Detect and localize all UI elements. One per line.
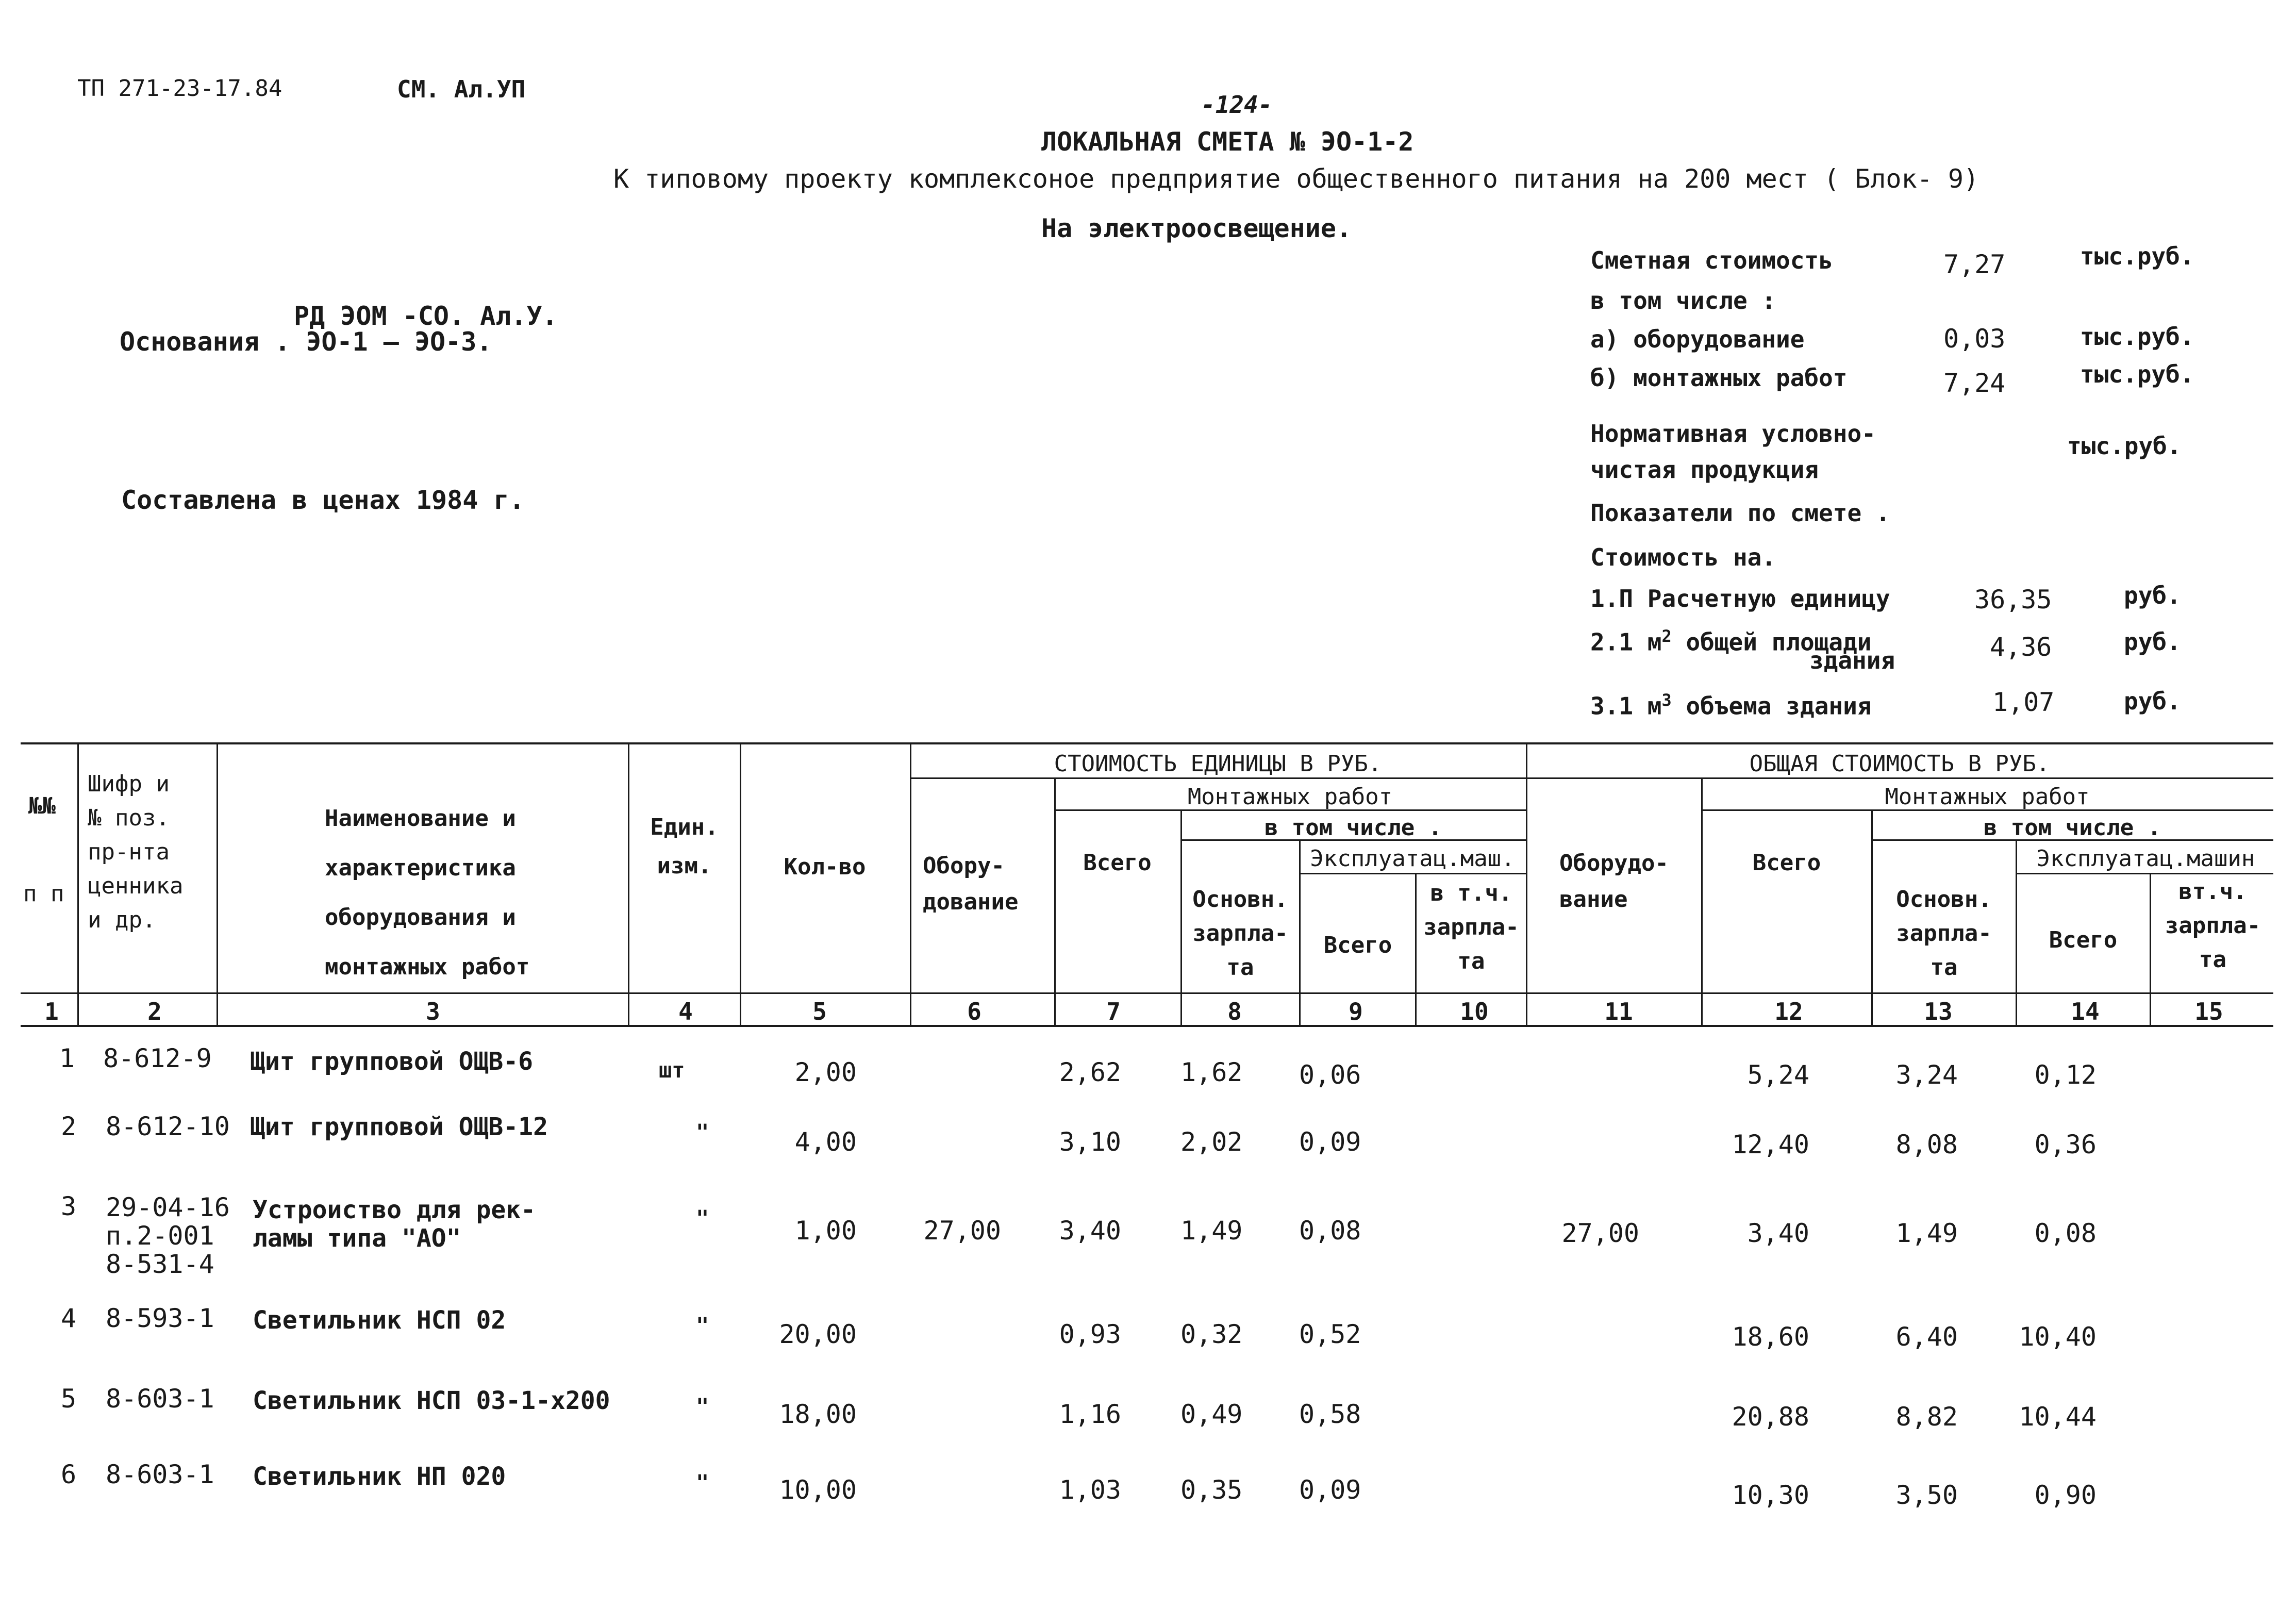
row-code: 8-593-1 xyxy=(106,1303,214,1333)
indicator-2-unit: руб. xyxy=(2124,628,2181,656)
header-mach-total-total: Всего xyxy=(2049,927,2118,953)
indicator-1-label: 1.П Расчетную единицу xyxy=(1590,585,1890,612)
basis-line-2: Основания . ЭО-1 — ЭО-3. xyxy=(120,327,492,357)
table-header-bottom xyxy=(21,992,2273,994)
row-install-all: 3,40 xyxy=(1059,1216,1121,1246)
col-sep xyxy=(2150,873,2151,1027)
header-qty: Кол-во xyxy=(784,854,866,880)
header-install-total: Всего xyxy=(1083,850,1152,876)
indicator-3-unit: руб. xyxy=(2124,687,2181,715)
row-unit: шт xyxy=(659,1057,685,1083)
row-machines: 0,58 xyxy=(1299,1399,1361,1429)
column-number: 11 xyxy=(1604,998,1633,1025)
header-name: Наименование и характеристика оборудования и монтажных работ xyxy=(325,805,530,980)
col-sep xyxy=(1701,777,1703,1027)
column-number: 12 xyxy=(1774,998,1803,1025)
row-name: Светильник НСП 02 xyxy=(253,1306,506,1335)
summary-cost-per-label: Стоимость на. xyxy=(1590,543,1776,571)
header-base-salary-total: Основн. зарпла- та xyxy=(1896,886,1992,981)
page-number: -124- xyxy=(1201,91,1273,119)
document-title: ЛОКАЛЬНАЯ СМЕТА № ЭО-1-2 xyxy=(1041,127,1414,157)
row-name: Устроиство для рек- ламы типа "АО" xyxy=(253,1196,536,1253)
summary-install-value: 7,24 xyxy=(1943,368,2006,398)
row-qty: 2,00 xyxy=(794,1057,857,1087)
col-sep xyxy=(77,742,79,1027)
row-total-all: 10,30 xyxy=(1732,1480,1809,1510)
row-code: 8-603-1 xyxy=(106,1384,214,1414)
row-install-all: 1,16 xyxy=(1059,1399,1121,1429)
row-total-machines: 0,36 xyxy=(2034,1130,2097,1159)
summary-norm-unit: тыс.руб. xyxy=(2067,432,2182,460)
row-install-all: 0,93 xyxy=(1059,1319,1121,1349)
summary-equip-value: 0,03 xyxy=(1943,324,2006,354)
row-unit: " xyxy=(696,1119,709,1145)
header-num-b: п п xyxy=(23,881,64,907)
indicator-3-label: 3.1 $м^3$ объема здания xyxy=(1590,690,1872,720)
row-code: 8-612-10 xyxy=(106,1112,230,1141)
row-code: 8-603-1 xyxy=(106,1460,214,1489)
header-machines: Эксплуатац.маш. xyxy=(1310,846,1515,872)
row-qty: 4,00 xyxy=(794,1127,857,1157)
col-sep xyxy=(740,742,741,1027)
row-unit: " xyxy=(696,1313,709,1338)
header-num-a: №№ xyxy=(28,793,56,819)
col-sep xyxy=(217,742,218,1027)
row-total-salary: 3,50 xyxy=(1895,1480,1958,1510)
col-sep xyxy=(628,742,629,1027)
row-total-equip: 27,00 xyxy=(1561,1218,1639,1248)
column-number: 8 xyxy=(1227,998,1242,1025)
indicator-1-unit: руб. xyxy=(2124,582,2181,609)
row-code: 29-04-16 п.2-001 8-531-4 xyxy=(106,1192,230,1279)
summary-install-unit: тыс.руб. xyxy=(2080,360,2194,388)
row-total-machines: 0,12 xyxy=(2034,1060,2097,1090)
row-salary: 0,35 xyxy=(1180,1475,1243,1505)
prices-year: Составлена в ценах 1984 г. xyxy=(121,485,525,515)
summary-install-label: б) монтажных работ xyxy=(1590,364,1848,392)
row-equip: 27,00 xyxy=(923,1216,1001,1246)
header-incl-total: в том числе . xyxy=(1983,815,2161,841)
summary-norm-label-2: чистая продукция xyxy=(1590,456,1819,484)
indicator-2-label: 2.1 $м^2$ общей площади xyxy=(1590,626,1872,656)
row-machines: 0,09 xyxy=(1299,1127,1361,1157)
row-qty: 20,00 xyxy=(779,1319,857,1349)
doc-reference: ТП 271-23-17.84 xyxy=(77,75,282,102)
row-number: 5 xyxy=(61,1384,77,1414)
row-machines: 0,08 xyxy=(1299,1216,1361,1246)
summary-equip-label: а) оборудование xyxy=(1590,325,1805,353)
col-sep xyxy=(1299,839,1301,1027)
summary-cost-unit: тыс.руб. xyxy=(2080,242,2194,270)
row-unit: " xyxy=(696,1205,709,1231)
column-number: 1 xyxy=(44,998,59,1025)
row-total-all: 12,40 xyxy=(1732,1130,1809,1159)
row-qty: 10,00 xyxy=(779,1475,857,1505)
row-total-salary: 8,82 xyxy=(1895,1402,1958,1432)
indicator-3-value: 1,07 xyxy=(1992,687,2055,717)
row-total-salary: 1,49 xyxy=(1895,1218,1958,1248)
album-reference: СМ. Ал.УП xyxy=(397,75,526,103)
summary-cost-value: 7,27 xyxy=(1943,250,2006,279)
document-subject: На электроосвещение. xyxy=(1041,213,1352,243)
col-sep xyxy=(1054,777,1056,1027)
indicator-2-value: 4,36 xyxy=(1990,632,2052,662)
row-salary: 1,62 xyxy=(1180,1057,1243,1087)
row-number: 2 xyxy=(61,1112,77,1141)
summary-equip-unit: тыс.руб. xyxy=(2080,323,2194,351)
row-number: 6 xyxy=(61,1460,77,1489)
row-salary: 2,02 xyxy=(1180,1127,1243,1157)
header-install-total-group: Монтажных работ xyxy=(1885,784,2090,810)
summary-indicators-label: Показатели по смете . xyxy=(1590,499,1890,527)
row-name: Щит групповой ОЩВ-6 xyxy=(250,1047,534,1076)
header-code: Шифр и № поз. пр-нта ценника и др. xyxy=(88,771,184,933)
row-unit: " xyxy=(696,1470,709,1495)
header-incl: в том числе . xyxy=(1264,815,1442,841)
table-top-border xyxy=(21,742,2273,744)
row-total-salary: 8,08 xyxy=(1895,1130,1958,1159)
summary-cost-label: Сметная стоимость xyxy=(1590,246,1833,274)
row-qty: 1,00 xyxy=(794,1216,857,1246)
row-qty: 18,00 xyxy=(779,1399,857,1429)
header-incl-salary-total: вт.ч. зарпла- та xyxy=(2165,878,2261,973)
row-code: 8-612-9 xyxy=(103,1043,212,1073)
row-total-all: 20,88 xyxy=(1732,1402,1809,1432)
row-name: Светильник НСП 03-1-х200 xyxy=(253,1386,610,1415)
col-sep xyxy=(910,742,911,1027)
column-number: 7 xyxy=(1106,998,1121,1025)
row-name: Светильник НП 020 xyxy=(253,1462,506,1491)
indicator-2-label-cont: здания xyxy=(1809,646,1895,674)
column-number: 10 xyxy=(1460,998,1489,1025)
col-sep xyxy=(1415,873,1417,1027)
column-number: 5 xyxy=(812,998,827,1025)
header-incl-salary: в т.ч. зарпла- та xyxy=(1423,880,1519,974)
row-total-all: 3,40 xyxy=(1747,1218,1809,1248)
column-number: 2 xyxy=(147,998,162,1025)
header-group-unit: СТОИМОСТЬ ЕДИНИЦЫ В РУБ. xyxy=(1054,751,1382,777)
col-sep xyxy=(2016,839,2017,1027)
row-total-machines: 10,40 xyxy=(2019,1322,2097,1352)
header-unit: Един. изм. xyxy=(650,814,719,879)
row-machines: 0,09 xyxy=(1299,1475,1361,1505)
column-number: 6 xyxy=(967,998,981,1025)
row-install-all: 1,03 xyxy=(1059,1475,1121,1505)
column-number: 4 xyxy=(678,998,693,1025)
row-name: Щит групповой ОЩВ-12 xyxy=(250,1113,548,1141)
summary-incl-label: в том числе : xyxy=(1590,287,1776,314)
row-salary: 0,32 xyxy=(1180,1319,1243,1349)
row-number: 3 xyxy=(61,1191,77,1221)
column-number: 3 xyxy=(426,998,440,1025)
col-sep xyxy=(1526,742,1527,1027)
header-equip-total: Оборудо- вание xyxy=(1559,850,1669,913)
row-machines: 0,52 xyxy=(1299,1319,1361,1349)
row-number: 1 xyxy=(59,1043,75,1073)
header-base-salary: Основн. зарпла- та xyxy=(1192,886,1288,981)
row-total-machines: 10,44 xyxy=(2019,1402,2097,1432)
column-number: 14 xyxy=(2071,998,2100,1025)
row-total-machines: 0,90 xyxy=(2034,1480,2097,1510)
col-sep xyxy=(1871,809,1873,1027)
row-salary: 1,49 xyxy=(1180,1216,1243,1246)
row-machines: 0,06 xyxy=(1299,1060,1361,1090)
header-install: Монтажных работ xyxy=(1187,784,1393,810)
row-total-all: 18,60 xyxy=(1732,1322,1809,1352)
row-total-machines: 0,08 xyxy=(2034,1218,2097,1248)
row-number: 4 xyxy=(61,1303,77,1333)
row-install-all: 2,62 xyxy=(1059,1057,1121,1087)
row-total-all: 5,24 xyxy=(1747,1060,1809,1090)
indicator-1-value: 36,35 xyxy=(1974,585,2052,615)
row-install-all: 3,10 xyxy=(1059,1127,1121,1157)
summary-norm-label-1: Нормативная условно- xyxy=(1590,420,1876,447)
col-sep xyxy=(1180,809,1182,1027)
column-number: 13 xyxy=(1924,998,1953,1025)
document-subtitle: К типовому проекту комплексоное предприятие общественного питания на 200 мест ( Блок- 9) xyxy=(613,164,1979,194)
column-number: 15 xyxy=(2194,998,2223,1025)
header-machines-total: Эксплуатац.машин xyxy=(2036,846,2255,872)
header-mach-total: Всего xyxy=(1323,932,1392,958)
header-equip: Обору- дование xyxy=(923,853,1019,916)
row-salary: 0,49 xyxy=(1180,1399,1243,1429)
row-unit: " xyxy=(696,1394,709,1419)
header-group-total: ОБЩАЯ СТОИМОСТЬ В РУБ. xyxy=(1749,751,2050,777)
column-number: 9 xyxy=(1349,998,1363,1025)
header-install-total-all: Всего xyxy=(1752,850,1821,876)
row-total-salary: 6,40 xyxy=(1895,1322,1958,1352)
row-total-salary: 3,24 xyxy=(1895,1060,1958,1090)
basis-line-1: РД ЭОМ -СО. Ал.У. xyxy=(294,301,558,331)
